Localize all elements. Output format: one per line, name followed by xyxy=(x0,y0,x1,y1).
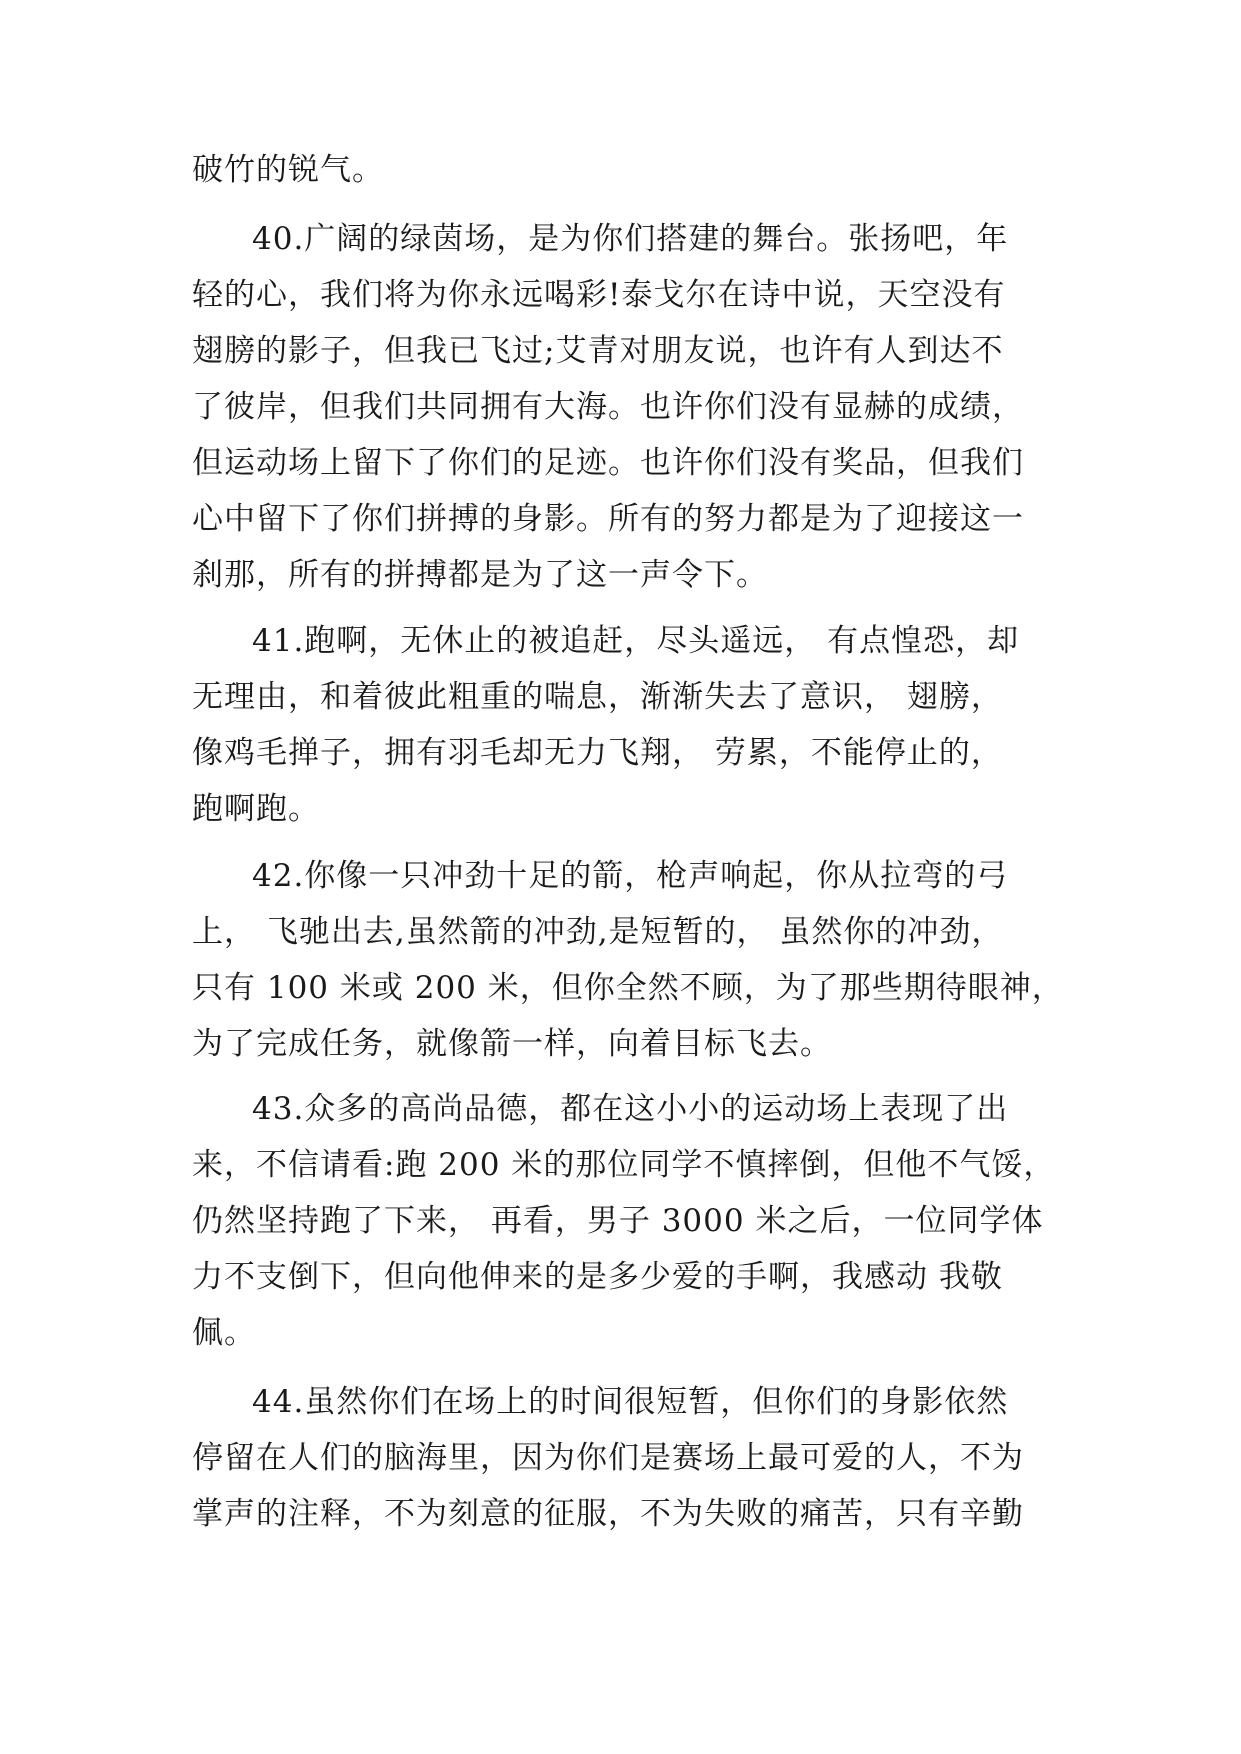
text-line: 上， 飞驰出去,虽然箭的冲劲,是短暂的， 虽然你的冲劲， xyxy=(192,914,1004,950)
text-line: 42.你像一只冲劲十足的箭，枪声响起，你从拉弯的弓 xyxy=(252,858,1009,894)
text-line: 只有 100 米或 200 米，但你全然不顾，为了那些期待眼神， xyxy=(192,970,1064,1006)
text-line: 43.众多的高尚品德，都在这小小的运动场上表现了出 xyxy=(252,1091,1009,1127)
text-line: 无理由，和着彼此粗重的喘息，渐渐失去了意识， 翅膀， xyxy=(192,679,1003,715)
text-line: 但运动场上留下了你们的足迹。也许你们没有奖品，但我们 xyxy=(192,445,1024,481)
text-line: 像鸡毛掸子，拥有羽毛却无力飞翔， 劳累，不能停止的， xyxy=(192,735,1003,771)
text-line: 轻的心，我们将为你永远喝彩!泰戈尔在诗中说，天空没有 xyxy=(192,277,1006,313)
text-line: 停留在人们的脑海里，因为你们是赛场上最可爱的人，不为 xyxy=(192,1440,1024,1476)
text-line: 为了完成任务，就像箭一样，向着目标飞去。 xyxy=(192,1026,832,1062)
text-line: 力不支倒下，但向他伸来的是多少爱的手啊，我感动 我敬 xyxy=(192,1259,1003,1295)
text-line: 掌声的注释，不为刻意的征服，不为失败的痛苦，只有辛勤 xyxy=(192,1496,1024,1532)
text-line: 翅膀的影子，但我已飞过;艾青对朋友说，也许有人到达不 xyxy=(192,333,1004,369)
text-line: 了彼岸，但我们共同拥有大海。也许你们没有显赫的成绩， xyxy=(192,389,1024,425)
text-line: 44.虽然你们在场上的时间很短暂，但你们的身影依然 xyxy=(252,1384,1009,1420)
text-line: 佩。 xyxy=(192,1315,256,1351)
text-line: 来，不信请看:跑 200 米的那位同学不慎摔倒，但他不气馁， xyxy=(192,1147,1056,1183)
text-line: 40.广阔的绿茵场，是为你们搭建的舞台。张扬吧，年 xyxy=(252,221,1009,257)
text-line: 41.跑啊，无休止的被追赶，尽头遥远， 有点惶恐，却 xyxy=(252,623,1020,659)
text-line: 仍然坚持跑了下来， 再看，男子 3000 米之后，一位同学体 xyxy=(192,1203,1044,1239)
text-line: 破竹的锐气。 xyxy=(192,152,384,188)
text-line: 刹那，所有的拼搏都是为了这一声令下。 xyxy=(192,557,768,593)
text-line: 跑啊跑。 xyxy=(192,791,320,827)
text-line: 心中留下了你们拼搏的身影。所有的努力都是为了迎接这一 xyxy=(192,501,1024,537)
